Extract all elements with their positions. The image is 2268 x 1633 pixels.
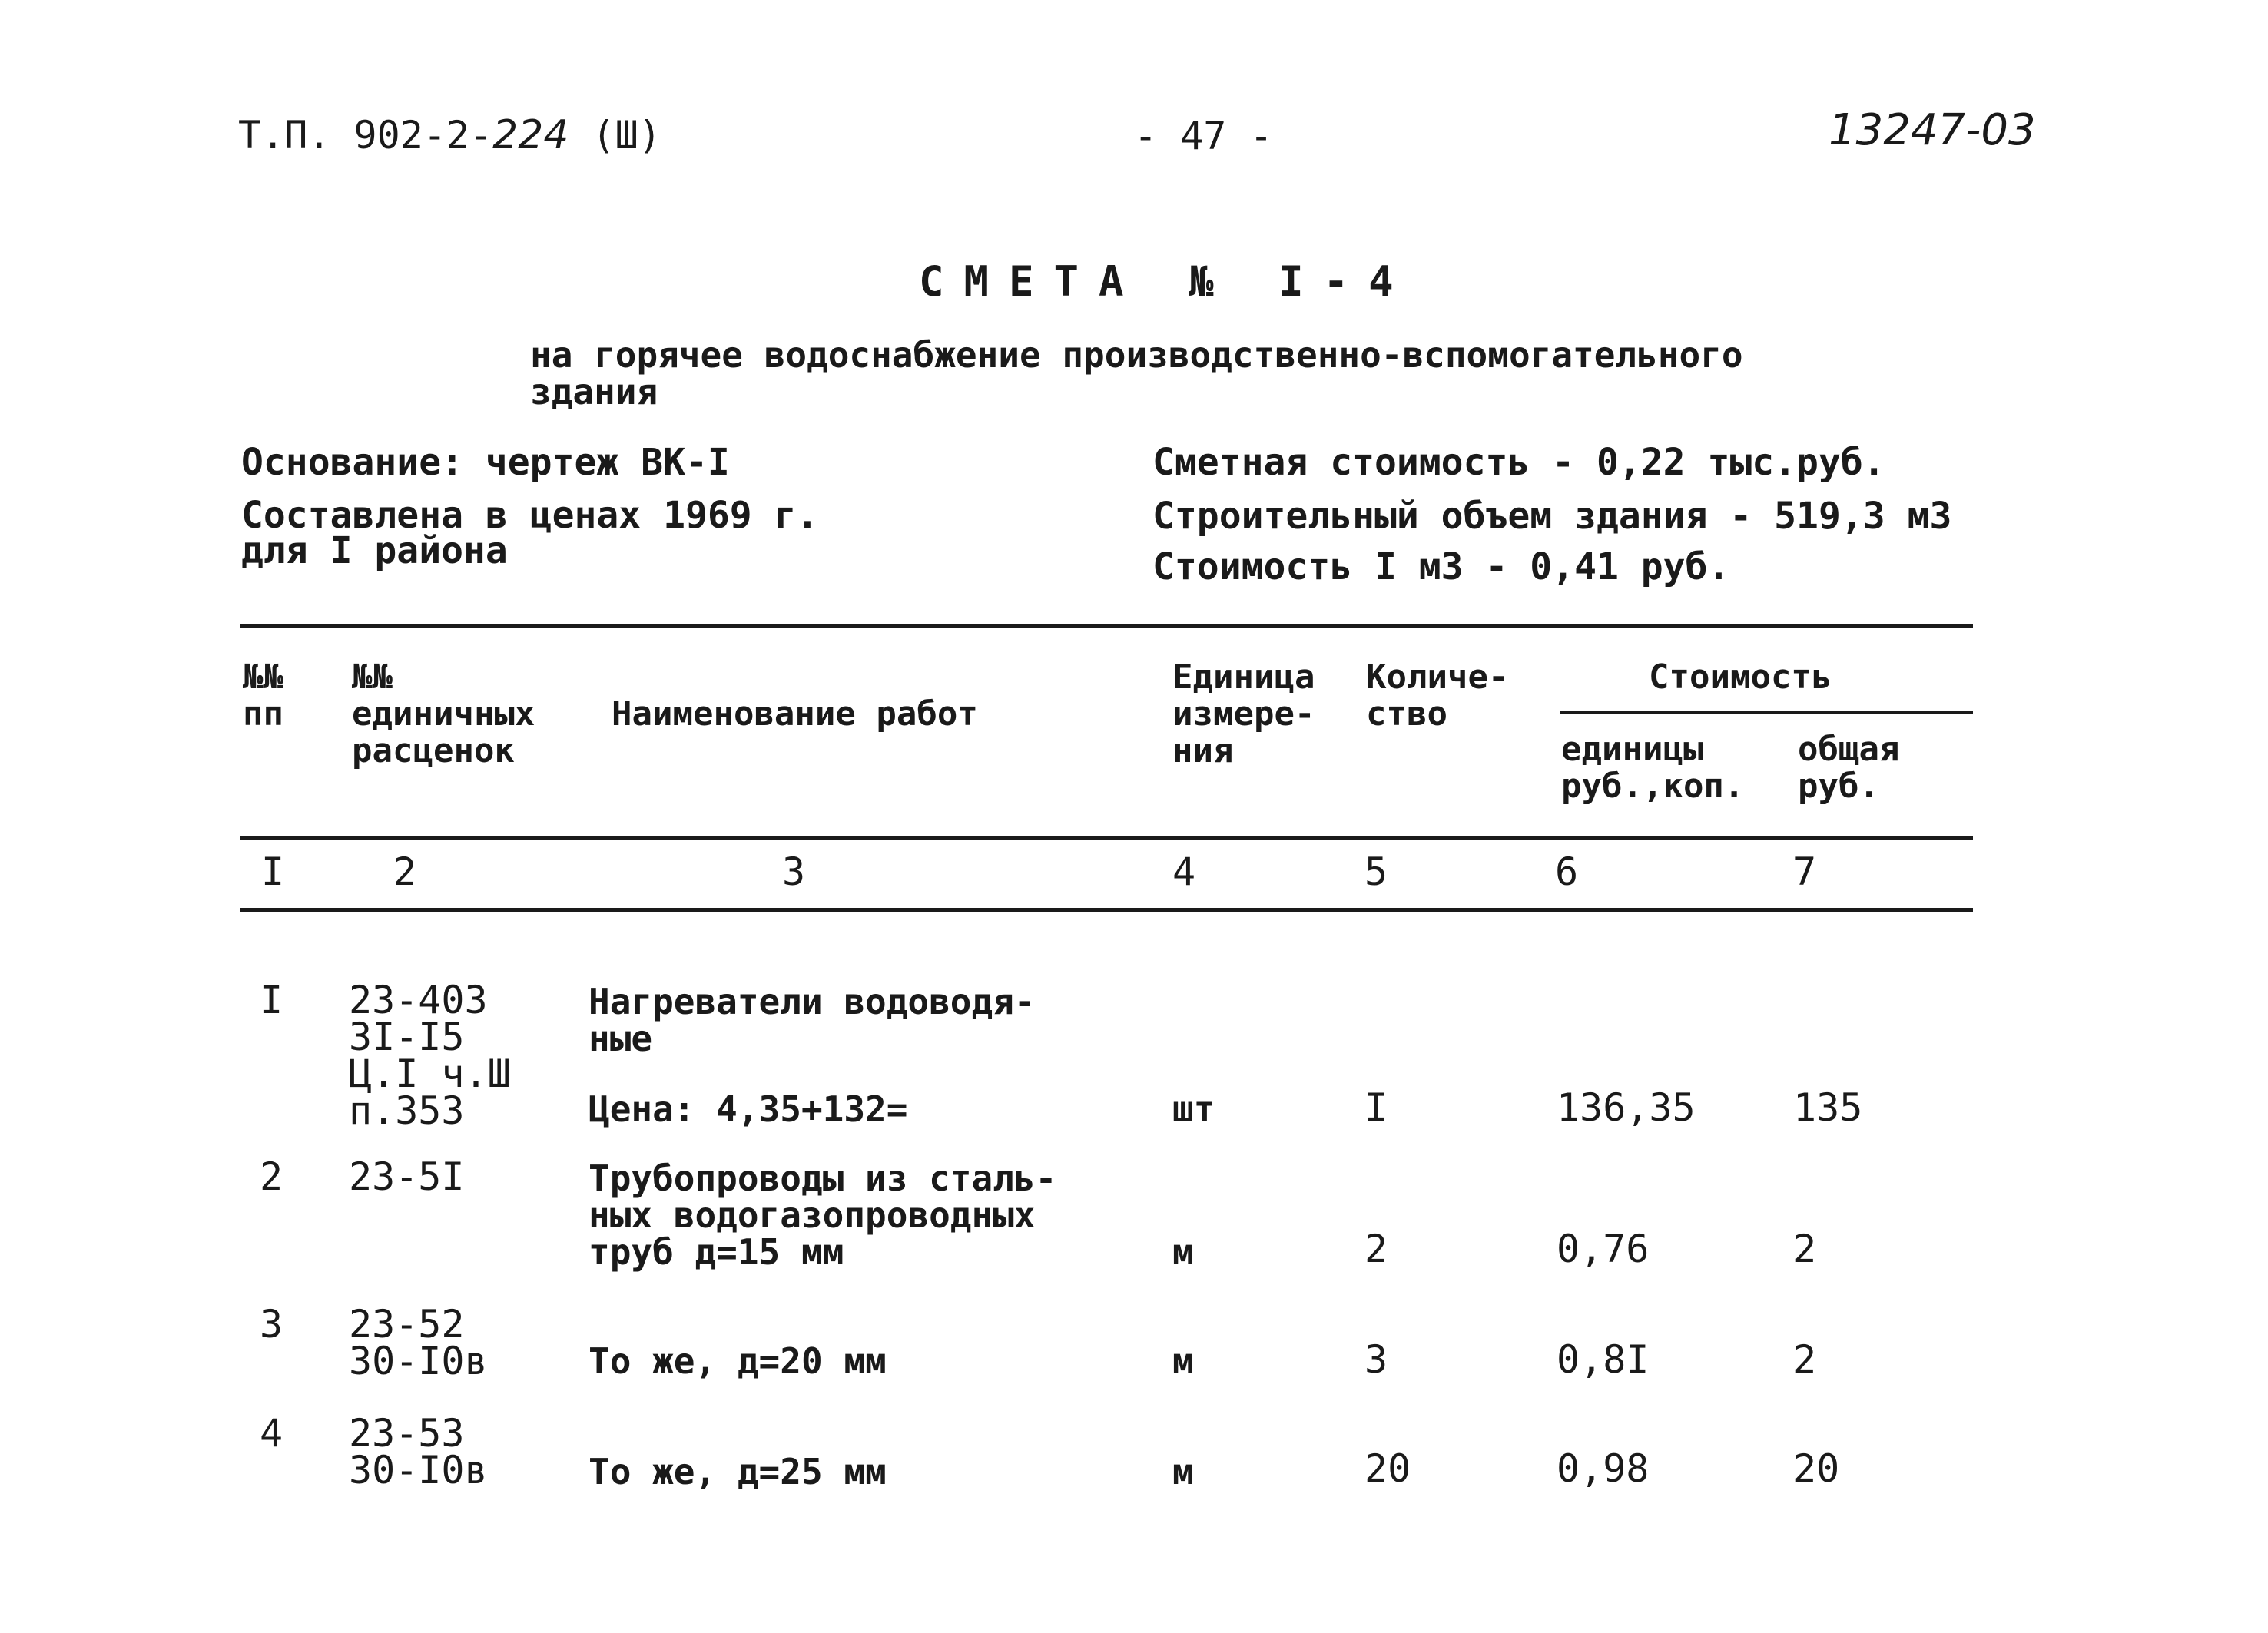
column-number-5: 5: [1364, 850, 1388, 894]
work-name: Трубопроводы из сталь- ных водогазопроводных труб д=15 мм: [589, 1158, 1057, 1273]
document-reference: [238, 112, 662, 158]
quantity: I: [1364, 1085, 1388, 1130]
total-cost: 2: [1793, 1227, 1817, 1271]
inventory-number: 13247-03: [1829, 105, 2036, 155]
unit-cost: 0,76: [1557, 1227, 1650, 1271]
work-name: Нагреватели водоводя- ные: [589, 981, 1036, 1059]
rate-code: 23-53 30-I0в: [349, 1411, 488, 1492]
row-number: 3: [260, 1302, 284, 1346]
rate-code: 23-5I: [349, 1154, 465, 1199]
header-total-cost: общая руб.: [1798, 730, 1900, 806]
column-number-6: 6: [1555, 850, 1579, 894]
unit-cost: 0,98: [1557, 1446, 1650, 1491]
row-number: I: [260, 978, 284, 1022]
document-reference-handwritten: 224: [492, 112, 569, 158]
header-work-name: Наименование работ: [612, 694, 978, 734]
unit: шт: [1172, 1088, 1215, 1130]
estimate-title: СМЕТА № I-4: [919, 257, 1414, 306]
quantity: 2: [1364, 1227, 1388, 1271]
row-number: 4: [260, 1411, 284, 1456]
rate-code: 23-403 3I-I5 Ц.I ч.Ш п.353: [349, 978, 511, 1133]
header-unit-cost: единицы руб.,коп.: [1561, 730, 1745, 806]
price-note: Цена: 4,35+132=: [589, 1088, 908, 1130]
page-number: - 47 -: [1134, 114, 1273, 158]
total-cost: 135: [1793, 1085, 1863, 1130]
row-number: 2: [260, 1154, 284, 1199]
work-name: То же, д=20 мм: [589, 1340, 887, 1382]
estimate-subtitle: на горячее водоснабжение производственно-вспомогательного здания: [530, 334, 1743, 412]
quantity: 20: [1364, 1446, 1411, 1491]
column-number-3: 3: [782, 850, 806, 894]
unit: м: [1172, 1340, 1194, 1382]
document-reference-typed: Т.П. 902-2-: [238, 113, 493, 157]
column-numbers-rule: [240, 908, 1973, 912]
column-number-2: 2: [393, 850, 417, 894]
prices-line: Составлена в ценах 1969 г. для I района: [241, 494, 819, 572]
estimated-cost: Сметная стоимость - 0,22 тыс.руб.: [1152, 441, 1885, 484]
column-number-7: 7: [1793, 850, 1817, 894]
cost-per-m3: Стоимость I м3 - 0,41 руб.: [1152, 545, 1730, 588]
column-number-4: 4: [1172, 850, 1196, 894]
table-top-rule: [240, 624, 1973, 628]
work-name: То же, д=25 мм: [589, 1451, 887, 1492]
header-unit: Единица измере- ния: [1172, 658, 1315, 770]
unit: м: [1172, 1231, 1194, 1273]
rate-code: 23-52 30-I0в: [349, 1302, 488, 1383]
header-quantity: Количе- ство: [1366, 658, 1509, 734]
header-rate-number: №№ единичных расценок: [352, 658, 536, 770]
total-cost: 2: [1793, 1337, 1817, 1382]
header-bottom-rule: [240, 836, 1973, 840]
header-row-number: №№ пп: [243, 658, 284, 734]
cost-group-rule: [1560, 711, 1973, 714]
column-number-1: I: [261, 850, 285, 894]
total-cost: 20: [1793, 1446, 1840, 1491]
building-volume: Строительный объем здания - 519,3 м3: [1152, 495, 1952, 538]
header-cost-group: Стоимость: [1649, 658, 1832, 697]
unit-cost: 136,35: [1557, 1085, 1696, 1130]
quantity: 3: [1364, 1337, 1388, 1382]
document-reference-suffix: (Ш): [592, 113, 662, 157]
basis-line: Основание: чертеж ВК-I: [241, 441, 730, 484]
unit-cost: 0,8I: [1557, 1337, 1650, 1382]
unit: м: [1172, 1451, 1194, 1492]
